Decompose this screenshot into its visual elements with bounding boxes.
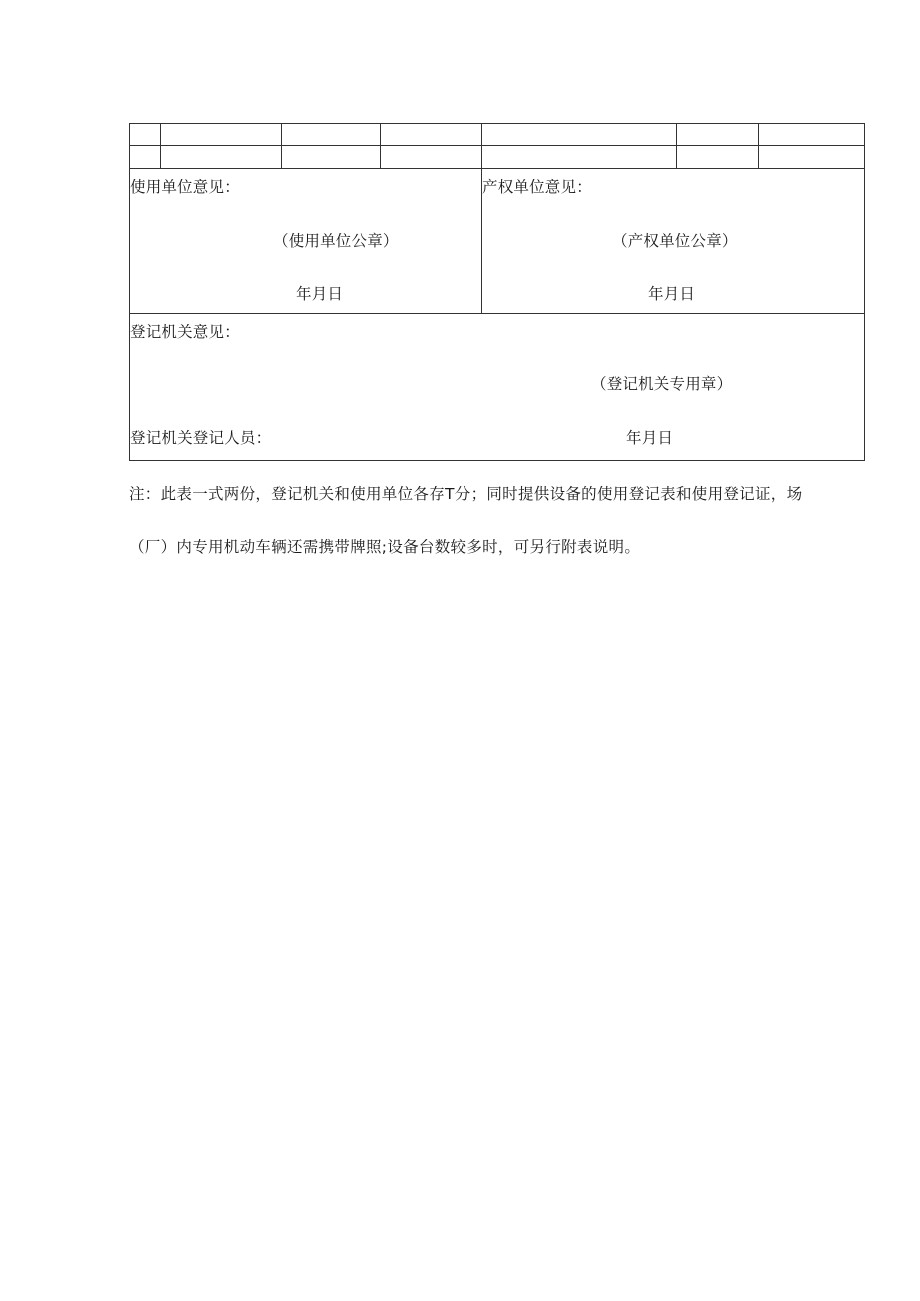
column-divider xyxy=(160,124,161,145)
column-divider xyxy=(281,146,282,168)
authority-seal-text: （登记机关专用章） xyxy=(591,375,733,393)
column-divider xyxy=(281,124,282,145)
owner-unit-opinion-label: 产权单位意见： xyxy=(482,178,592,196)
authority-date: 年月日 xyxy=(626,429,674,447)
column-divider xyxy=(380,146,381,168)
column-divider xyxy=(758,146,759,168)
column-divider xyxy=(758,124,759,145)
owner-unit-seal-text: （产权单位公章） xyxy=(612,232,738,250)
unit-opinions-row xyxy=(130,169,864,314)
column-divider xyxy=(676,124,677,145)
column-divider xyxy=(160,146,161,168)
footnote-line-2: （厂）内专用机动车辆还需携带牌照;设备台数较多时，可另行附表说明。 xyxy=(129,538,641,556)
column-divider xyxy=(481,124,482,145)
owner-unit-date: 年月日 xyxy=(648,285,696,303)
authority-opinion-row xyxy=(130,314,864,461)
column-divider xyxy=(676,146,677,168)
authority-opinion-label: 登记机关意见： xyxy=(130,323,240,341)
table-row xyxy=(130,146,864,169)
column-divider xyxy=(481,146,482,168)
user-unit-seal-text: （使用单位公章） xyxy=(273,232,399,250)
column-divider xyxy=(380,124,381,145)
user-unit-opinion-label: 使用单位意见： xyxy=(130,178,240,196)
authority-staff-label: 登记机关登记人员： xyxy=(130,429,272,447)
registration-form-table xyxy=(129,123,865,461)
footnote-line-1: 注：此表一式两份，登记机关和使用单位各存T分；同时提供设备的使用登记表和使用登记证，场 xyxy=(129,485,803,503)
table-row xyxy=(130,124,864,146)
user-unit-date: 年月日 xyxy=(296,285,344,303)
